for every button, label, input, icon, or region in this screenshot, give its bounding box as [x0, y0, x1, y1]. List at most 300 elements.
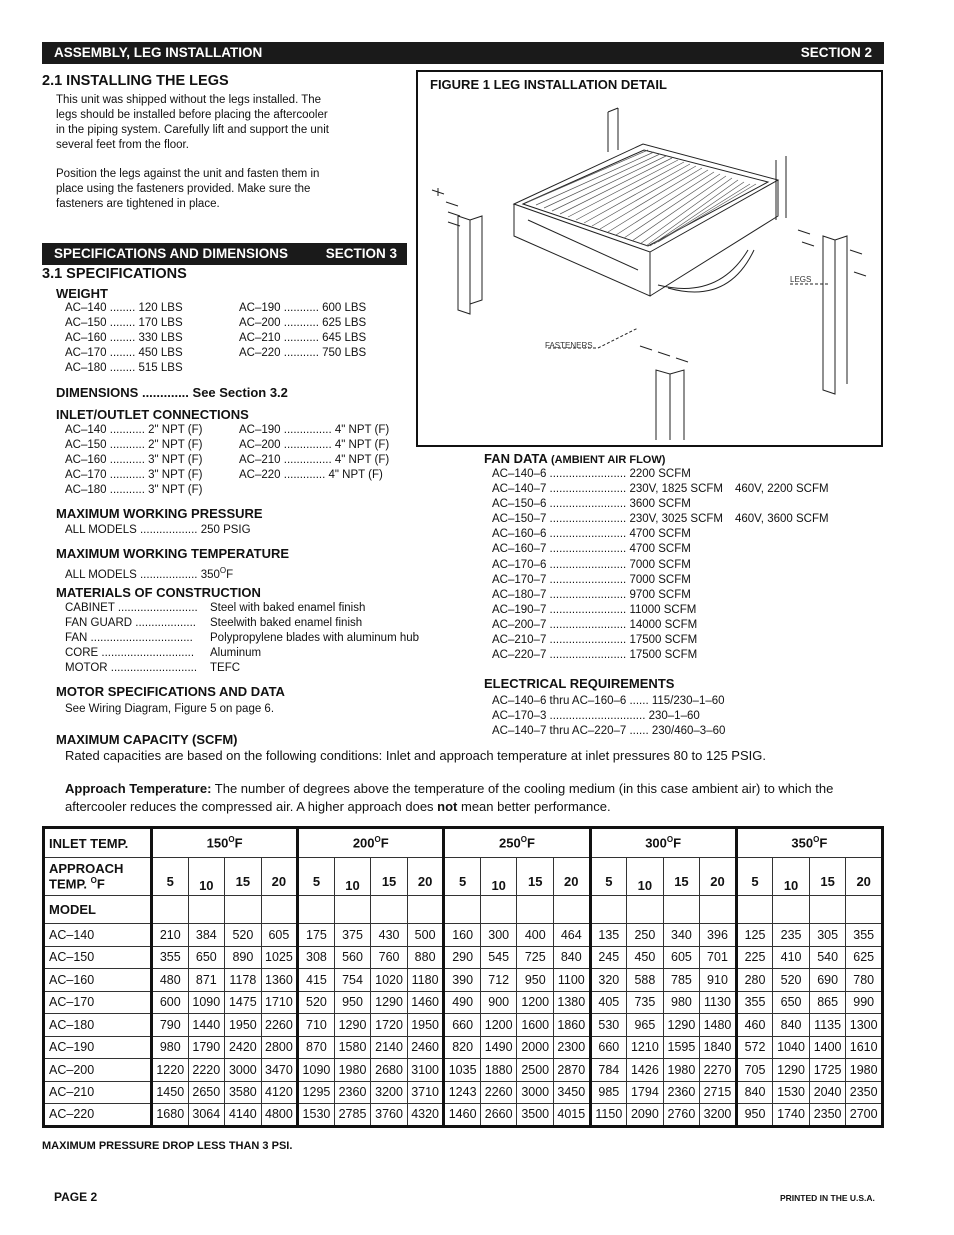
- capacity-cell: 2140: [371, 1036, 408, 1059]
- electrical-heading: ELECTRICAL REQUIREMENTS: [484, 676, 675, 691]
- capacity-cell: 1530: [773, 1081, 810, 1104]
- approach-label: APPROACH TEMP. $^O$F: [44, 858, 152, 896]
- material-value: Aluminum: [210, 647, 262, 660]
- max-temperature-value: [65, 563, 233, 583]
- capacity-cell: 572: [736, 1036, 773, 1059]
- inlet-item: AC–170 ........... 3" NPT (F): [65, 469, 203, 482]
- capacity-cell: 1400: [809, 1036, 846, 1059]
- capacity-cell: 3470: [261, 1059, 298, 1082]
- capacity-cell: 712: [480, 969, 517, 992]
- capacity-cell: 2420: [225, 1036, 262, 1059]
- inlet-item: AC–210 ............... 4" NPT (F): [239, 454, 390, 467]
- capacity-cell: 430: [371, 924, 408, 947]
- capacity-cell: 1040: [773, 1036, 810, 1059]
- approach-not: not: [437, 799, 458, 814]
- capacity-cell: 2870: [554, 1059, 591, 1082]
- capacity-cell: 520: [225, 924, 262, 947]
- capacity-cell: 1860: [554, 1014, 591, 1037]
- approach-text-1: The number of degrees above the temperature of the cooling medium (in this case ambient air) to which the aftercooler reduces the compressed air. A higher approach does: [65, 781, 834, 814]
- temp-header: $250^OF$: [444, 828, 590, 858]
- capacity-cell: 1035: [444, 1059, 481, 1082]
- capacity-cell: 2270: [700, 1059, 737, 1082]
- motor-value: See Wiring Diagram, Figure 5 on page 6.: [65, 703, 275, 715]
- weight-item: AC–190 ........... 600 LBS: [239, 302, 367, 314]
- capacity-cell: 950: [736, 1104, 773, 1127]
- capacity-cell: 1610: [846, 1036, 883, 1059]
- capacity-cell: 2300: [554, 1036, 591, 1059]
- capacity-cell: 1290: [371, 991, 408, 1014]
- capacity-cell: 2715: [700, 1081, 737, 1104]
- weight-column-1: [65, 301, 183, 376]
- fan-data-subtitle: (AMBIENT AIR FLOW): [550, 454, 666, 466]
- section-header-title: ASSEMBLY, LEG INSTALLATION: [54, 45, 263, 60]
- materials-names: [65, 601, 198, 676]
- table-row: [44, 991, 883, 1014]
- fan-row: AC–140–6 ........................ 2200 SCFM: [492, 468, 691, 480]
- material-name: FAN GUARD ...................: [65, 617, 196, 630]
- approach-value: 10: [334, 858, 371, 896]
- weight-item: AC–170 ........ 450 LBS: [65, 347, 183, 360]
- table-row: [44, 924, 883, 947]
- capacity-cell: 3064: [188, 1104, 225, 1127]
- max-temperature-text: ALL MODELS .................. 350: [65, 568, 220, 581]
- empty-cell: [590, 896, 627, 924]
- electrical-row: AC–140–7 thru AC–220–7 ...... 230/460–3–60: [492, 725, 726, 738]
- table-row: [44, 969, 883, 992]
- capacity-cell: 3000: [225, 1059, 262, 1082]
- capacity-cell: 2460: [407, 1036, 444, 1059]
- capacity-cell: 1950: [407, 1014, 444, 1037]
- capacity-cell: 605: [663, 946, 700, 969]
- specifications-bar-section: SECTION 3: [325, 246, 397, 261]
- capacity-cell: 1200: [480, 1014, 517, 1037]
- materials-heading: MATERIALS OF CONSTRUCTION: [56, 585, 261, 600]
- installing-paragraph-1: This unit was shipped without the legs installed. The legs should be installed before placing the aftercooler in the piping system. Carefully lift and support the unit several feet from the floor.: [56, 94, 329, 151]
- inlet-item: AC–200 ............... 4" NPT (F): [239, 439, 390, 452]
- material-value: Polypropylene blades with aluminum hub: [210, 632, 420, 645]
- capacity-cell: 1360: [261, 969, 298, 992]
- capacity-cell: 1180: [407, 969, 444, 992]
- pressure-drop-note: MAXIMUM PRESSURE DROP LESS THAN 3 PSI.: [42, 1140, 293, 1152]
- capacity-cell: 1025: [261, 946, 298, 969]
- section-header-bar: [42, 42, 884, 64]
- capacity-cell: 660: [444, 1014, 481, 1037]
- capacity-cell: 865: [809, 991, 846, 1014]
- capacity-cell: 890: [225, 946, 262, 969]
- capacity-cell: 290: [444, 946, 481, 969]
- empty-cell: [334, 896, 371, 924]
- fan-row: AC–180–7 ........................ 9700 SCFM: [492, 588, 691, 601]
- fan-row: AC–170–6 ........................ 7000 SCFM: [492, 558, 691, 571]
- model-cell: AC–190: [44, 1036, 152, 1059]
- capacity-rated-text: Rated capacities are based on the following conditions: Inlet and approach temperature at inlet pressures 80 to 125 PSIG.: [65, 748, 766, 763]
- capacity-cell: 1980: [663, 1059, 700, 1082]
- fan-row: AC–210–7 ........................ 17500 SCFM: [492, 634, 698, 647]
- capacity-cell: 1490: [480, 1036, 517, 1059]
- electrical-row: AC–140–6 thru AC–160–6 ...... 115/230–1–60: [492, 695, 725, 707]
- capacity-cell: 900: [480, 991, 517, 1014]
- degree-symbol: O: [219, 566, 227, 575]
- approach-value: 5: [298, 858, 335, 896]
- capacity-cell: 355: [736, 991, 773, 1014]
- weight-item: AC–210 ........... 645 LBS: [239, 332, 367, 345]
- capacity-cell: 3000: [517, 1081, 554, 1104]
- capacity-cell: 660: [590, 1036, 627, 1059]
- capacity-cell: 1090: [188, 991, 225, 1014]
- approach-row: [44, 858, 883, 896]
- table-row: [44, 1014, 883, 1037]
- fan-data-heading: [484, 451, 665, 466]
- capacity-cell: 980: [663, 991, 700, 1014]
- capacity-cell: 1880: [480, 1059, 517, 1082]
- fan-row: AC–160–6 ........................ 4700 SCFM: [492, 528, 691, 541]
- weight-item: AC–150 ........ 170 LBS: [65, 317, 183, 330]
- capacity-cell: 1290: [773, 1059, 810, 1082]
- capacity-cell: 588: [627, 969, 664, 992]
- approach-value: 20: [261, 858, 298, 896]
- approach-value: 20: [846, 858, 883, 896]
- approach-label: Approach Temperature:: [65, 781, 212, 796]
- capacity-cell: 340: [663, 924, 700, 947]
- capacity-cell: 1980: [334, 1059, 371, 1082]
- capacity-cell: 735: [627, 991, 664, 1014]
- inlet-item: AC–220 ............. 4" NPT (F): [239, 469, 383, 482]
- capacity-cell: 1790: [188, 1036, 225, 1059]
- capacity-cell: 605: [261, 924, 298, 947]
- empty-cell: [152, 896, 189, 924]
- capacity-cell: 950: [334, 991, 371, 1014]
- capacity-cell: 2650: [188, 1081, 225, 1104]
- max-temperature-heading: MAXIMUM WORKING TEMPERATURE: [56, 546, 290, 561]
- capacity-cell: 320: [590, 969, 627, 992]
- capacity-cell: 2700: [846, 1104, 883, 1127]
- inlet-temp-label: INLET TEMP.: [44, 828, 152, 858]
- inlet-item: AC–160 ........... 3" NPT (F): [65, 454, 203, 467]
- capacity-cell: 1150: [590, 1104, 627, 1127]
- capacity-cell: 990: [846, 991, 883, 1014]
- approach-value: 10: [188, 858, 225, 896]
- model-cell: AC–140: [44, 924, 152, 947]
- capacity-cell: 785: [663, 969, 700, 992]
- capacity-cell: 1475: [225, 991, 262, 1014]
- capacity-cell: 225: [736, 946, 773, 969]
- capacity-cell: 725: [517, 946, 554, 969]
- leg-installation-drawing: [418, 100, 881, 440]
- capacity-cell: 560: [334, 946, 371, 969]
- capacity-cell: 375: [334, 924, 371, 947]
- approach-value: 20: [700, 858, 737, 896]
- model-cell: AC–160: [44, 969, 152, 992]
- capacity-heading: MAXIMUM CAPACITY (SCFM): [56, 732, 238, 747]
- weight-item: AC–180 ........ 515 LBS: [65, 362, 183, 375]
- capacity-cell: 545: [480, 946, 517, 969]
- capacity-cell: 4015: [554, 1104, 591, 1127]
- capacity-cell: 2785: [334, 1104, 371, 1127]
- capacity-cell: 2360: [334, 1081, 371, 1104]
- capacity-cell: 1740: [773, 1104, 810, 1127]
- capacity-cell: 3450: [554, 1081, 591, 1104]
- inlet-temp-row: [44, 828, 883, 858]
- capacity-cell: 2090: [627, 1104, 664, 1127]
- weight-item: AC–140 ........ 120 LBS: [65, 302, 183, 314]
- fasteners-label: FASTENERS: [545, 341, 593, 350]
- approach-value: 15: [371, 858, 408, 896]
- capacity-cell: 530: [590, 1014, 627, 1037]
- capacity-cell: 1980: [846, 1059, 883, 1082]
- material-name: MOTOR ...........................: [65, 662, 198, 675]
- capacity-cell: 2360: [663, 1081, 700, 1104]
- capacity-cell: 2800: [261, 1036, 298, 1059]
- capacity-cell: 410: [773, 946, 810, 969]
- empty-cell: [188, 896, 225, 924]
- capacity-cell: 1380: [554, 991, 591, 1014]
- capacity-cell: 625: [846, 946, 883, 969]
- capacity-cell: 760: [371, 946, 408, 969]
- capacity-cell: 840: [554, 946, 591, 969]
- capacity-cell: 1480: [700, 1014, 737, 1037]
- capacity-cell: 1090: [298, 1059, 335, 1082]
- capacity-cell: 135: [590, 924, 627, 947]
- capacity-cell: 705: [736, 1059, 773, 1082]
- model-cell: AC–200: [44, 1059, 152, 1082]
- capacity-cell: 1210: [627, 1036, 664, 1059]
- capacity-cell: 650: [773, 991, 810, 1014]
- empty-cell: [444, 896, 481, 924]
- electrical-list: [492, 694, 725, 739]
- capacity-cell: 1200: [517, 991, 554, 1014]
- capacity-table: [42, 826, 884, 1128]
- capacity-cell: 3760: [371, 1104, 408, 1127]
- material-value: Steel with baked enamel finish: [210, 602, 366, 614]
- approach-value: 10: [627, 858, 664, 896]
- capacity-cell: 820: [444, 1036, 481, 1059]
- max-pressure-heading: MAXIMUM WORKING PRESSURE: [56, 506, 263, 521]
- capacity-cell: 390: [444, 969, 481, 992]
- empty-cell: [225, 896, 262, 924]
- capacity-cell: 540: [809, 946, 846, 969]
- capacity-cell: 2350: [846, 1081, 883, 1104]
- capacity-cell: 2260: [480, 1081, 517, 1104]
- model-cell: AC–150: [44, 946, 152, 969]
- fan-row: AC–160–7 ........................ 4700 SCFM: [492, 543, 691, 556]
- capacity-cell: 980: [152, 1036, 189, 1059]
- capacity-cell: 4800: [261, 1104, 298, 1127]
- capacity-cell: 1440: [188, 1014, 225, 1037]
- capacity-cell: 870: [298, 1036, 335, 1059]
- capacity-cell: 355: [846, 924, 883, 947]
- approach-value: 15: [809, 858, 846, 896]
- empty-cell: [700, 896, 737, 924]
- inlet-item: AC–190 ............... 4" NPT (F): [239, 424, 390, 436]
- capacity-cell: 754: [334, 969, 371, 992]
- capacity-cell: 480: [152, 969, 189, 992]
- capacity-cell: 1020: [371, 969, 408, 992]
- figure-title: FIGURE 1 LEG INSTALLATION DETAIL: [430, 77, 667, 92]
- printed-in-usa: PRINTED IN THE U.S.A.: [780, 1193, 875, 1203]
- capacity-cell: 1710: [261, 991, 298, 1014]
- capacity-cell: 2000: [517, 1036, 554, 1059]
- capacity-cell: 4320: [407, 1104, 444, 1127]
- capacity-cell: 396: [700, 924, 737, 947]
- capacity-cell: 3100: [407, 1059, 444, 1082]
- capacity-cell: 1600: [517, 1014, 554, 1037]
- empty-cell: [554, 896, 591, 924]
- capacity-cell: 1680: [152, 1104, 189, 1127]
- capacity-cell: 210: [152, 924, 189, 947]
- capacity-cell: 305: [809, 924, 846, 947]
- capacity-cell: 464: [554, 924, 591, 947]
- model-label-row: [44, 896, 883, 924]
- model-label: MODEL: [44, 896, 152, 924]
- material-name: FAN ................................: [65, 632, 193, 645]
- inlet-column-2: [239, 423, 389, 483]
- inlet-item: AC–180 ........... 3" NPT (F): [65, 484, 203, 497]
- table-row: [44, 1081, 883, 1104]
- capacity-cell: 1725: [809, 1059, 846, 1082]
- empty-cell: [736, 896, 773, 924]
- capacity-cell: 2660: [480, 1104, 517, 1127]
- capacity-cell: 1178: [225, 969, 262, 992]
- capacity-cell: 784: [590, 1059, 627, 1082]
- capacity-cell: 1100: [554, 969, 591, 992]
- specifications-bar: [42, 243, 407, 265]
- capacity-cell: 450: [627, 946, 664, 969]
- approach-value: 20: [554, 858, 591, 896]
- material-name: CORE .............................: [65, 647, 195, 660]
- model-cell: AC–220: [44, 1104, 152, 1127]
- capacity-cell: 4120: [261, 1081, 298, 1104]
- material-name: CABINET .........................: [65, 602, 198, 614]
- capacity-cell: 3200: [371, 1081, 408, 1104]
- capacity-cell: 1530: [298, 1104, 335, 1127]
- capacity-cell: 3580: [225, 1081, 262, 1104]
- capacity-cell: 175: [298, 924, 335, 947]
- table-row: [44, 1104, 883, 1127]
- fan-row: AC–140–7 ........................ 230V, 1825 SCFM 460V, 2200 SCFM: [492, 483, 829, 496]
- fan-data-title: FAN DATA: [484, 451, 548, 466]
- capacity-cell: 1243: [444, 1081, 481, 1104]
- specifications-heading: 3.1 SPECIFICATIONS: [42, 266, 187, 282]
- capacity-cell: 160: [444, 924, 481, 947]
- inlet-column-1: [65, 423, 202, 498]
- capacity-cell: 1300: [846, 1014, 883, 1037]
- approach-value: 15: [517, 858, 554, 896]
- capacity-cell: 520: [298, 991, 335, 1014]
- section-header-number: SECTION 2: [800, 45, 872, 60]
- weight-heading: WEIGHT: [56, 286, 108, 301]
- approach-value: 5: [736, 858, 773, 896]
- capacity-cell: 710: [298, 1014, 335, 1037]
- dimensions-line: DIMENSIONS ............. See Section 3.2: [56, 385, 288, 400]
- capacity-cell: 965: [627, 1014, 664, 1037]
- capacity-cell: 1290: [663, 1014, 700, 1037]
- capacity-cell: 355: [152, 946, 189, 969]
- capacity-cell: 950: [517, 969, 554, 992]
- inlet-item: AC–150 ........... 2" NPT (F): [65, 439, 203, 452]
- capacity-cell: 125: [736, 924, 773, 947]
- approach-paragraph: [65, 780, 865, 816]
- max-temperature-unit: F: [226, 568, 234, 581]
- capacity-cell: 1460: [444, 1104, 481, 1127]
- capacity-cell: 250: [627, 924, 664, 947]
- installing-paragraph-2: Position the legs against the unit and fasten them in place using the fasteners provided. Make sure the fasteners are tightened in place.: [56, 168, 320, 210]
- capacity-cell: 1290: [334, 1014, 371, 1037]
- fan-row: AC–220–7 ........................ 17500 SCFM: [492, 649, 698, 662]
- empty-cell: [809, 896, 846, 924]
- empty-cell: [663, 896, 700, 924]
- approach-value: 5: [444, 858, 481, 896]
- capacity-cell: 4140: [225, 1104, 262, 1127]
- capacity-cell: 1460: [407, 991, 444, 1014]
- temp-header: $150^OF$: [152, 828, 298, 858]
- weight-item: AC–200 ........... 625 LBS: [239, 317, 367, 330]
- capacity-cell: 701: [700, 946, 737, 969]
- material-value: TEFC: [210, 662, 241, 675]
- fan-data-list: [492, 467, 829, 663]
- table-row: [44, 1036, 883, 1059]
- capacity-cell: 400: [517, 924, 554, 947]
- capacity-cell: 1720: [371, 1014, 408, 1037]
- empty-cell: [773, 896, 810, 924]
- capacity-cell: 690: [809, 969, 846, 992]
- materials-values: [210, 601, 419, 676]
- capacity-cell: 1426: [627, 1059, 664, 1082]
- capacity-cell: 415: [298, 969, 335, 992]
- approach-value: 15: [663, 858, 700, 896]
- capacity-cell: 405: [590, 991, 627, 1014]
- capacity-cell: 2760: [663, 1104, 700, 1127]
- capacity-cell: 300: [480, 924, 517, 947]
- approach-value: 10: [480, 858, 517, 896]
- temp-header: $350^OF$: [736, 828, 882, 858]
- capacity-cell: 1840: [700, 1036, 737, 1059]
- capacity-cell: 600: [152, 991, 189, 1014]
- capacity-cell: 1794: [627, 1081, 664, 1104]
- motor-heading: MOTOR SPECIFICATIONS AND DATA: [56, 684, 285, 699]
- approach-value: 10: [773, 858, 810, 896]
- material-value: Steelwith baked enamel finish: [210, 617, 363, 630]
- fan-row: AC–170–7 ........................ 7000 SCFM: [492, 573, 691, 586]
- capacity-cell: 3710: [407, 1081, 444, 1104]
- capacity-cell: 880: [407, 946, 444, 969]
- empty-cell: [261, 896, 298, 924]
- capacity-cell: 1220: [152, 1059, 189, 1082]
- temp-header: $200^OF$: [298, 828, 444, 858]
- capacity-cell: 2350: [809, 1104, 846, 1127]
- temp-header: $300^OF$: [590, 828, 736, 858]
- empty-cell: [846, 896, 883, 924]
- fan-row: AC–150–7 ........................ 230V, 3025 SCFM 460V, 3600 SCFM: [492, 513, 829, 526]
- capacity-cell: 780: [846, 969, 883, 992]
- approach-value: 5: [152, 858, 189, 896]
- specifications-bar-title: SPECIFICATIONS AND DIMENSIONS: [54, 246, 289, 261]
- capacity-cell: 1950: [225, 1014, 262, 1037]
- capacity-cell: 460: [736, 1014, 773, 1037]
- approach-text-2: mean better performance.: [457, 799, 611, 814]
- fan-row: AC–150–6 ........................ 3600 SCFM: [492, 498, 691, 511]
- figure-box: [416, 70, 883, 447]
- capacity-cell: 520: [773, 969, 810, 992]
- model-cell: AC–210: [44, 1081, 152, 1104]
- weight-item: AC–160 ........ 330 LBS: [65, 332, 183, 345]
- empty-cell: [371, 896, 408, 924]
- capacity-cell: 1135: [809, 1014, 846, 1037]
- capacity-cell: 1580: [334, 1036, 371, 1059]
- inlet-outlet-heading: INLET/OUTLET CONNECTIONS: [56, 407, 249, 422]
- capacity-cell: 1595: [663, 1036, 700, 1059]
- approach-value: 5: [590, 858, 627, 896]
- capacity-cell: 2040: [809, 1081, 846, 1104]
